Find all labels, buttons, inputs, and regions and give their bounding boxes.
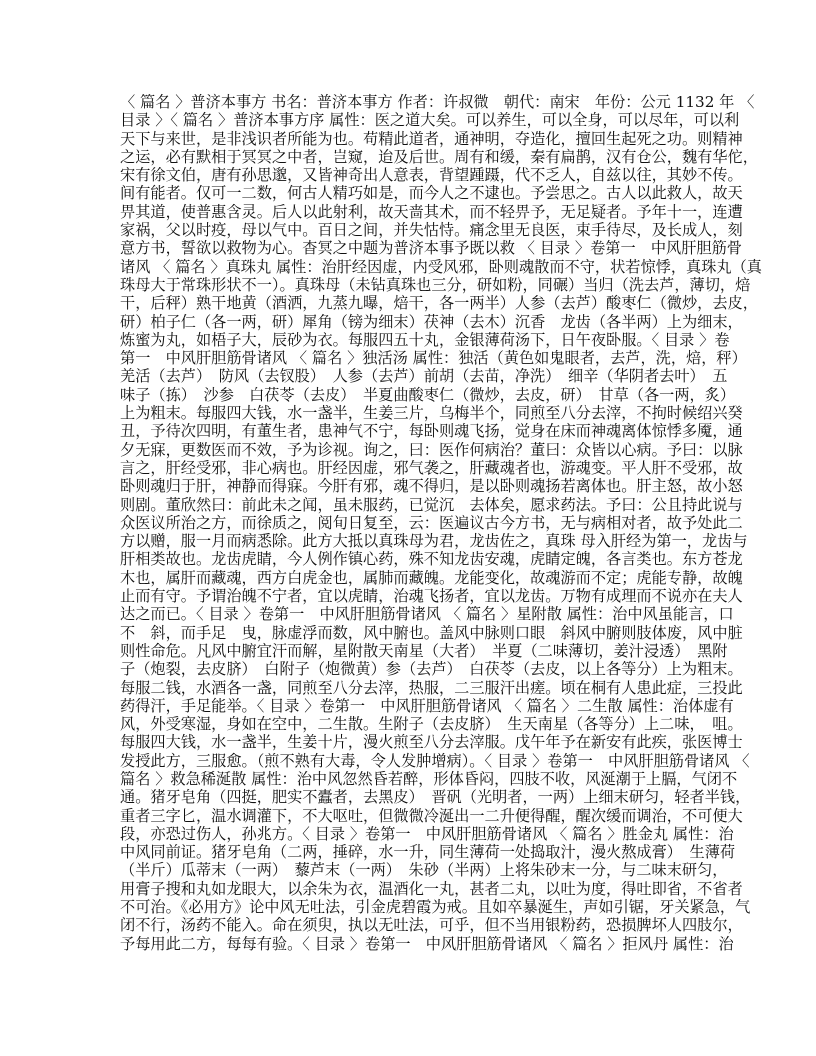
text-line: 肝相类故也。龙齿虎睛，今人例作镇心药，殊不知龙齿安魂，虎睛定魄，各言类也。东方苍龙 bbox=[120, 550, 743, 569]
document-body bbox=[120, 93, 762, 953]
text-line: 畀其道，使普惠含灵。后人以此射利，故天啬其术，而不轻畀予，无足疑者。予年十一，连遭 bbox=[120, 202, 743, 221]
text-line: 则剧。董欣然曰：前此未之闻，虽未服药，已觉沉 去体矣，愿求药法。予曰：公且持此说与 bbox=[120, 495, 743, 514]
text-line: 子（炮裂，去皮脐） 白附子（炮微黄）参（去芦） 白茯苓（去皮，以上各等分）上为粗末。 bbox=[120, 660, 743, 679]
text-line: 第一 中风肝胆筋骨诸风 〈 篇名 〉独活汤 属性：独活（黄色如鬼眼者，去芦，洗，焙，秤） bbox=[120, 349, 747, 368]
text-line: 予每用此二方，每每有验。〈 目录 〉卷第一 中风肝胆筋骨诸风 〈 篇名 〉拒风丹 属性：治 bbox=[120, 934, 734, 953]
text-line: 段，亦恐过伤人，孙兆方。〈 目录 〉卷第一 中风肝胆筋骨诸风 〈 篇名 〉胜金丸 属性：治 bbox=[120, 824, 734, 843]
text-line: 木也，属肝而藏魂，西方白虎金也，属肺而藏魄。龙能变化，故魂游而不定；虎能专静，故魄 bbox=[120, 568, 743, 587]
text-line: （半斤）瓜蒂末（一两） 藜芦末（一两） 朱砂（半两）上将朱砂末一分，与二味末研匀， bbox=[120, 861, 728, 880]
text-line: 上为粗末。每服四大钱，水一盏半，生姜三片，乌梅半个，同煎至八分去滓，不拘时候绍兴癸 bbox=[120, 404, 743, 423]
text-line: 炼蜜为丸，如梧子大，辰砂为衣。每服四五十丸，金银薄荷汤下，日午夜卧服。〈 目录 〉卷 bbox=[120, 330, 730, 349]
text-line: 研）柏子仁（各一两，研）犀角（镑为细末）茯神（去木）沉香 龙齿（各半两）上为细末， bbox=[120, 312, 743, 331]
text-line: 药得汗，手足能举。〈 目录 〉卷第一 中风肝胆筋骨诸风 〈 篇名 〉二生散 属性：治体虚有 bbox=[120, 696, 734, 715]
text-line: 风，外受寒湿，身如在空中，二生散。生附子（去皮脐） 生天南星（各等分）上二味， 咀。 bbox=[120, 715, 743, 734]
text-line: 篇名 〉救急稀涎散 属性：治中风忽然昏若醉，形体昏闷，四肢不收，风涎潮于上膈，气闭不 bbox=[120, 769, 738, 788]
text-line: 羌活（去芦） 防风（去钗股） 人参（去芦）前胡（去苗，净洗） 细辛（华阴者去叶） 五 bbox=[120, 367, 728, 386]
text-line: 每服二钱，水酒各一盏，同煎至八分去滓，热服，二三服汗出瘥。顷在桐有人患此症，三投此 bbox=[120, 678, 743, 697]
text-line: 通。猪牙皂角（四挺，肥实不蠹者，去黑皮） 晋矾（光明者，一两）上细末研匀，轻者半钱， bbox=[120, 788, 751, 807]
text-line: 达之而已。〈 目录 〉卷第一 中风肝胆筋骨诸风 〈 篇名 〉星附散 属性：治中风虽能言，口 bbox=[120, 605, 734, 624]
text-line: 家祸，父以时疫，母以气中。百日之间，并失怙恃。痛念里无良医，束手待尽，及长成人，刻 bbox=[120, 221, 743, 240]
text-line: 用膏子搜和丸如龙眼大，以余朱为衣，温酒化一丸，甚者二丸，以吐为度，得吐即省，不省者 bbox=[120, 879, 743, 898]
text-line: 则性命危。凡风中腑宜汗而解，星附散天南星（大者） 半夏（二味薄切，姜汁浸透） 黑附 bbox=[120, 641, 728, 660]
text-line: 中风同前证。猪牙皂角（二两，捶碎，水一升，同生薄荷一处捣取汁，漫火熬成膏） 生薄荷 bbox=[120, 843, 736, 862]
text-line: 珠母大于常珠形状不一）。真珠母（未钻真珠也三分，研如粉，同碾）当归（洗去芦，薄切，焙 bbox=[120, 275, 751, 294]
text-line: 闭不行，汤药不能入。命在须臾，执以无吐法，可乎，但不当用银粉药，恐损脾坏人四肢尔， bbox=[120, 916, 743, 935]
text-line: 间有能者。仅可一二数，何古人精巧如是，而今人之不逮也。予尝思之。古人以此救人，故天 bbox=[120, 184, 743, 203]
text-line: 卧则魂归于肝，神静而得寐。今肝有邪，魂不得归，是以卧则魂扬若离体也。肝主怒，故小怒 bbox=[120, 477, 743, 496]
text-line: 止而有守。予谓治魄不宁者，宜以虎睛，治魂飞扬者，宜以龙齿。万物有成理而不说亦在夫人 bbox=[120, 587, 743, 606]
text-line: 重者三字匕，温水调灌下，不大呕吐，但微微冷涎出一二升便得醒，醒次缓而调治，不可便大 bbox=[120, 806, 743, 825]
text-line: 宋有徐文伯，唐有孙思邈，又皆神奇出人意表，背望踵蹑，代不乏人，自兹以往，其妙不传。 bbox=[120, 166, 743, 185]
text-line: 方以赠，服一月而病悉除。此方大抵以真珠母为君，龙齿佐之，真珠 母入肝经为第一，龙齿与 bbox=[120, 532, 748, 551]
text-line: 发授此方，三服愈。（煎不熟有大毒，令人发肿增病）。〈 目录 〉卷第一 中风肝胆筋骨诸风 〈 bbox=[120, 751, 750, 770]
text-line: 味子（拣） 沙参 白茯苓（去皮） 半夏曲酸枣仁（微炒，去皮，研） 甘草（各一两，炙） bbox=[120, 385, 736, 404]
text-line: 每服四大钱，水一盏半，生姜十片，漫火煎至八分去滓服。戊午年予在新安有此疾，张医博士 bbox=[120, 733, 743, 752]
text-line: 夕无寐，更数医而不效，予为诊视。询之，曰：医作何病治？董曰：众皆以心病。予曰：以脉 bbox=[120, 440, 743, 459]
text-line: 言之，肝经受邪，非心病也。肝经因虚，邪气袭之，肝藏魂者也，游魂变。平人肝不受邪，故 bbox=[120, 458, 743, 477]
text-line: 干，后秤）熟干地黄（酒洒，九蒸九曝，焙干，各一两半）人参（去芦）酸枣仁（微炒，去皮， bbox=[120, 294, 758, 313]
text-line: 之运，必有默相于冥冥之中者，岂窥，迨及后世。周有和缓，秦有扁鹊，汉有仓公，魏有华佗， bbox=[120, 147, 758, 166]
text-line: 不 斜，而手足 曳，脉虚浮而数，风中腑也。盖风中脉则口眼 斜风中腑则肢体废，风中脏 bbox=[120, 623, 743, 642]
text-line: 目录 〉〈 篇名 〉普济本事方序 属性：医之道大矣。可以养生，可以全身，可以尽年，可以利 bbox=[120, 111, 740, 130]
text-line: 丑，予待次四明，有董生者，患神气不宁，每卧则魂飞扬，觉身在床而神魂离体惊悸多魇，通 bbox=[120, 422, 743, 441]
text-line: 诸风 〈 篇名 〉真珠丸 属性：治肝经因虚，内受风邪，卧则魂散而不守，状若惊悸，真珠丸（真 bbox=[120, 257, 762, 276]
text-line: 意方书，誓欲以救物为心。杳冥之中题为普济本事予既以救 〈 目录 〉卷第一 中风肝胆筋骨 bbox=[120, 239, 742, 258]
text-line: 不可治。《必用方》论中风无吐法，引金虎碧霞为戒。且如卒暴涎生，声如引锯，牙关紧急，气 bbox=[120, 898, 751, 917]
text-line: 〈 篇名 〉普济本事方 书名：普济本事方 作者：许叔微 朝代：南宋 年份：公元 1132 年 〈 bbox=[120, 93, 755, 111]
text-line: 众医议所治之方，而徐质之，阅旬日复至，云：医遍议古今方书，无与病相对者，故予处此二 bbox=[120, 513, 743, 532]
text-line: 天下与来世，是非浅识者所能为也。苟精此道者，通神明，夺造化，擅回生起死之功。则精神 bbox=[120, 129, 743, 148]
